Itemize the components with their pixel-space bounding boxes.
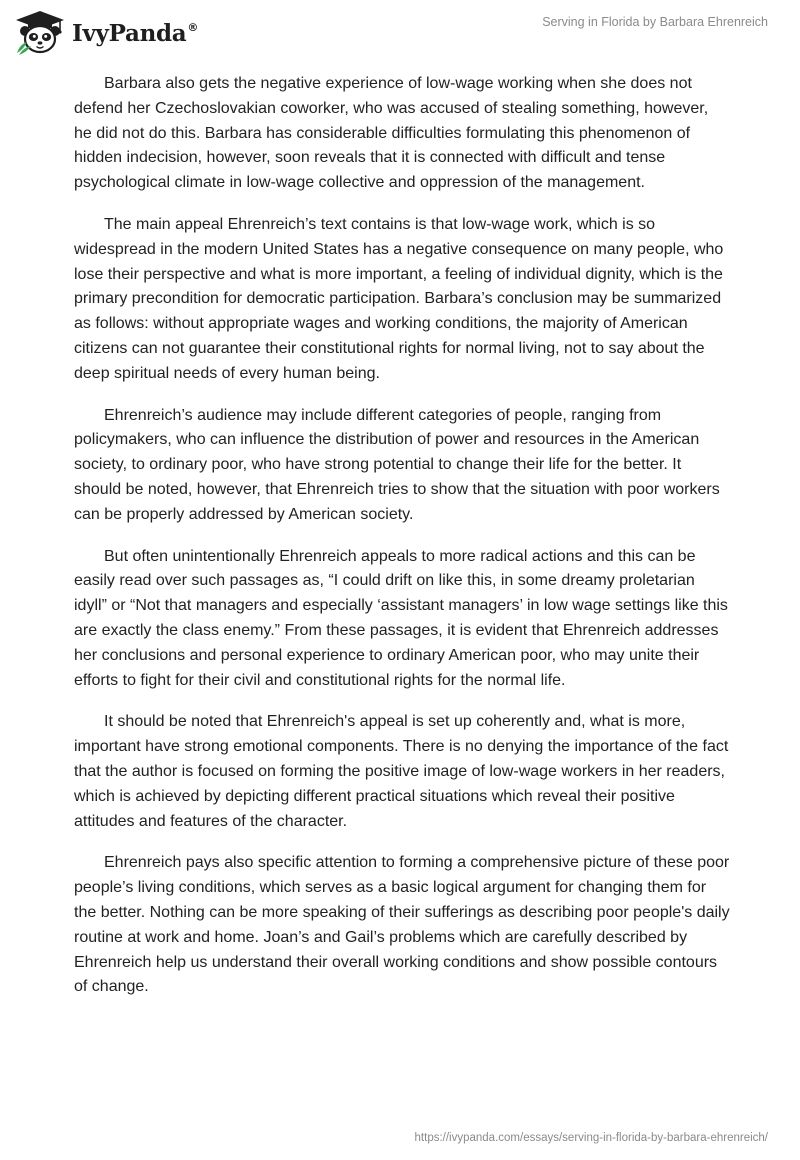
paragraph-1: Barbara also gets the negative experience of low-wage working when she does not defend her Czechoslovakian coworker, who was accused of stealing something, however, he did not do this. Barbara has considerable difficulties formulating this phenomenon of hidden indecision, however, soon reveals that it is connected with difficult and tense psychological climate in low-wage collective and oppression of the management. bbox=[74, 75, 709, 192]
essay-body bbox=[74, 72, 730, 1017]
registered-mark: ® bbox=[187, 20, 199, 34]
paragraph-3: Ehrenreich’s audience may include different categories of people, ranging from policymakers, who can influence the distribution of power and resources in the American society, to ordinary poor, who have strong potential to change their life for the better. It should be noted, however, that Ehrenreich tries to show that the situation with poor workers can be properly addressed by American society. bbox=[74, 406, 720, 523]
brand-logo[interactable] bbox=[14, 8, 198, 56]
page-header bbox=[0, 0, 800, 70]
source-url[interactable]: https://ivypanda.com/essays/serving-in-florida-by-barbara-ehrenreich/ bbox=[414, 1132, 768, 1144]
paragraph-6: Ehrenreich pays also specific attention to forming a comprehensive picture of these poor people’s living conditions, which serves as a basic logical argument for changing them for the better. Nothing can be more speaking of their sufferings as describing poor people's daily routine at work and home. Joan’s and Gail’s problems which are carefully described by Ehrenreich help us understand their overall working conditions and show possible contours of change. bbox=[74, 854, 730, 996]
paragraph-4: But often unintentionally Ehrenreich appeals to more radical actions and this can be easily read over such passages as, “I could drift on like this, in some dreamy proletarian idyll” or “Not that managers and especially ‘assistant managers’ in low wage settings like this are exactly the class enemy.” From these passages, it is evident that Ehrenreich addresses her conclusions and personal experience to ordinary American poor, who may unite their efforts to fight for their civil and constitutional rights for the normal life. bbox=[74, 547, 728, 689]
paragraph-2: The main appeal Ehrenreich’s text contains is that low-wage work, which is so widespread in the modern United States has a negative consequence on many people, who lose their perspective and what is more important, a feeling of individual dignity, which is the primary precondition for democratic participation. Barbara’s conclusion may be summarized as follows: without appropriate wages and working conditions, the majority of American citizens can not guarantee their constitutional rights for normal living, not to say about the deep spiritual needs of every human being. bbox=[74, 215, 724, 382]
panda-graduate-icon bbox=[14, 9, 66, 55]
document-title: Serving in Florida by Barbara Ehrenreich bbox=[542, 15, 768, 29]
brand-name: IvyPanda® bbox=[72, 19, 199, 47]
paragraph-5: It should be noted that Ehrenreich's appeal is set up coherently and, what is more, important have strong emotional components. There is no denying the importance of the fact that the author is focused on forming the positive image of low-wage workers in her readers, which is achieved by depicting different practical situations which reveal their positive attitudes and features of the character. bbox=[74, 713, 729, 830]
